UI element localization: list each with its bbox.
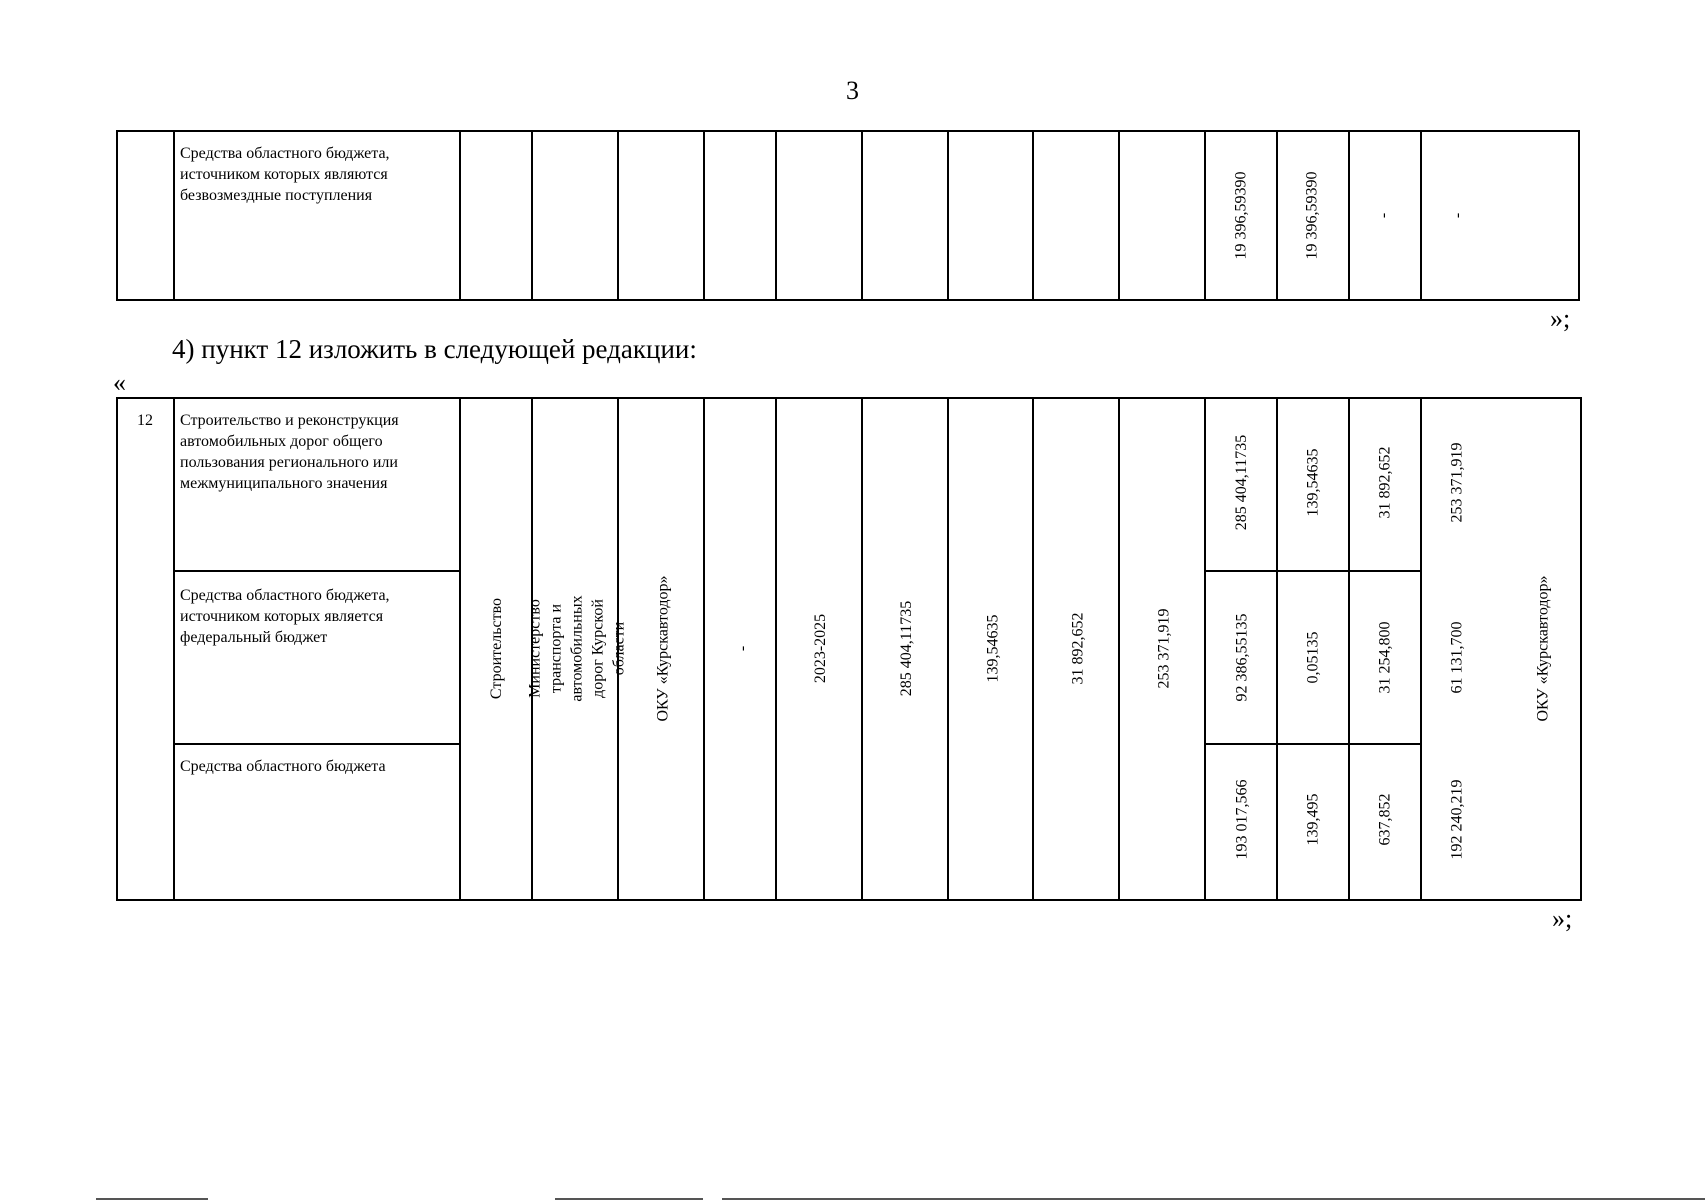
top-table-label: Средства областного бюджета, источником которых являются безвозмездные поступления — [180, 145, 390, 204]
section-heading: 4) пункт 12 изложить в следующей редакции: — [172, 334, 697, 364]
row-number: 12 — [137, 412, 153, 429]
sub-row-label-regional: Средства областного бюджета — [180, 758, 386, 775]
closing-quote: »; — [1550, 304, 1571, 333]
sub-row-label-federal: Средства областного бюджета, источником которых является федеральный бюджет — [180, 587, 390, 646]
row-name: Строительство и реконструкция автомобильных дорог общего пользования регионального или межмуниципального значения — [180, 412, 399, 492]
page-number: 3 — [846, 76, 859, 105]
opening-quote: « — [113, 368, 126, 397]
closing-quote-2: »; — [1552, 904, 1573, 933]
